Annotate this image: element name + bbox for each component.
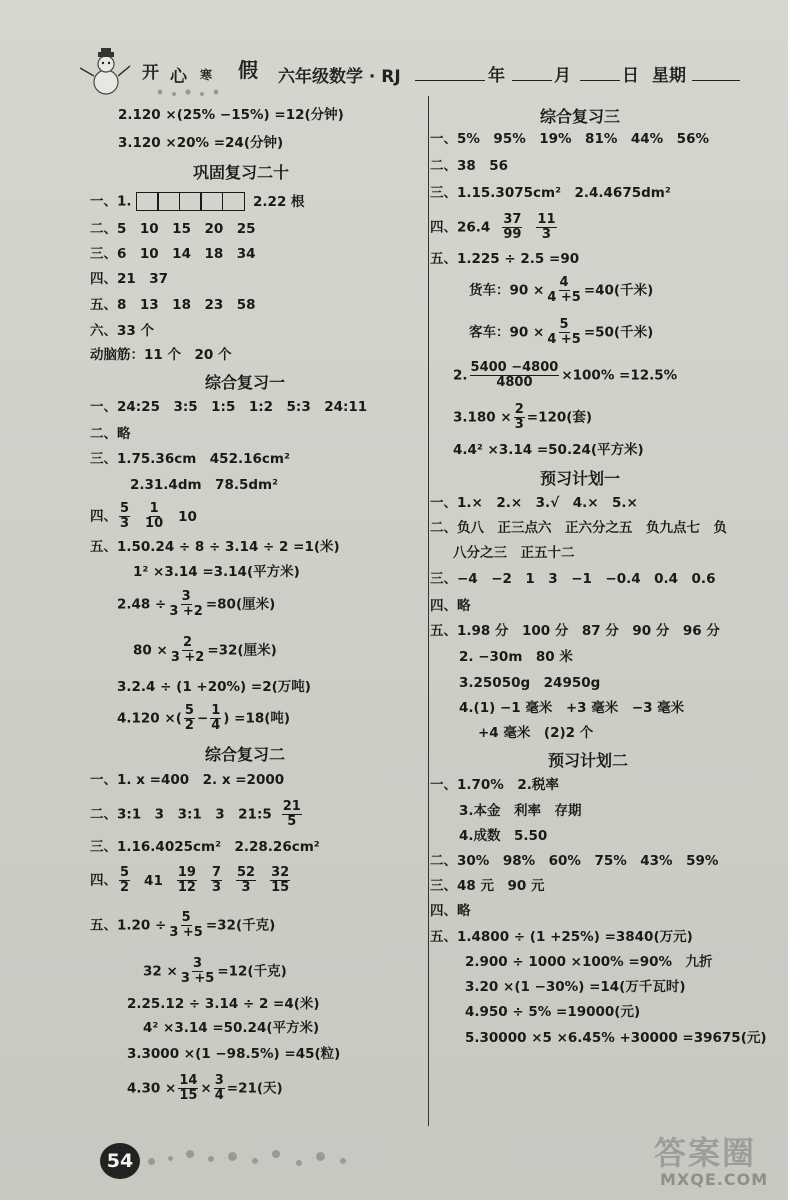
answer-line: 32 × $\frac{3}{3 +5}$ =12(千克) bbox=[143, 956, 287, 986]
decor-dot bbox=[228, 1152, 237, 1161]
answer-line: 4² ×3.14 =50.24(平方米) bbox=[143, 1020, 320, 1036]
section-title: 巩固复习二十 bbox=[193, 163, 290, 182]
answer-line: 2.25.12 ÷ 3.14 ÷ 2 =4(米) bbox=[127, 996, 320, 1012]
answer-line: 3.本金 利率 存期 bbox=[459, 803, 582, 819]
answer-line: 一、1.70% 2.税率 bbox=[430, 777, 559, 793]
answer-line: 八分之三 正五十二 bbox=[453, 545, 575, 561]
watermark-url: MXQE.COM bbox=[660, 1170, 769, 1189]
answer-line: 一、5% 95% 19% 81% 44% 56% bbox=[430, 131, 709, 147]
answer-line: 二、5 10 15 20 25 bbox=[90, 221, 256, 237]
answer-line: 五、8 13 18 23 58 bbox=[90, 297, 256, 313]
day-blank bbox=[580, 80, 620, 81]
watermark bbox=[654, 1128, 784, 1194]
answer-line: 四、26.4 $\frac{37}{99}$ $\frac{11}{3}$ bbox=[430, 212, 556, 242]
answer-line: 三、1.16.4025cm² 2.28.26cm² bbox=[90, 839, 320, 855]
answer-line: 五、1.50.24 ÷ 8 ÷ 3.14 ÷ 2 =1(米) bbox=[90, 539, 340, 555]
section-title: 预习计划一 bbox=[540, 469, 621, 488]
answer-line: 2.120 ×(25% −15%) =12(分钟) bbox=[118, 107, 344, 123]
section-title: 预习计划二 bbox=[548, 751, 629, 770]
logo-char-4: 假 bbox=[238, 58, 258, 82]
answer-line: 三、−4 −2 1 3 −1 −0.4 0.4 0.6 bbox=[430, 571, 716, 587]
answer-line: 3.20 ×(1 −30%) =14(万千瓦时) bbox=[465, 979, 686, 995]
answer-line: 四、 $\frac{5}{3}$ $\frac{1}{10}$ 10 bbox=[90, 501, 197, 531]
logo-char-2: 心 bbox=[170, 67, 187, 87]
decor-dot bbox=[186, 1150, 194, 1158]
answer-line: 三、1.15.3075cm² 2.4.4675dm² bbox=[430, 185, 671, 201]
answer-line: 4.成数 5.50 bbox=[459, 828, 548, 844]
answer-line: 2.48 ÷ $\frac{3}{3 +2}$ =80(厘米) bbox=[117, 589, 276, 619]
answer-line: 2.900 ÷ 1000 ×100% =90% 九折 bbox=[465, 954, 713, 970]
answer-line: 动脑筋：11 个 20 个 bbox=[90, 347, 232, 363]
answer-line: 五、1.98 分 100 分 87 分 90 分 96 分 bbox=[430, 623, 720, 639]
answer-line: 二、3:1 3 3:1 3 21:5 $\frac{21}{5}$ bbox=[90, 799, 301, 829]
answer-line: 4.120 ×( $\frac{5}{2}$ − $\frac{1}{4}$ ) =18(吨) bbox=[117, 703, 291, 733]
answer-line: 六、33 个 bbox=[90, 323, 154, 339]
year-label: 年 bbox=[488, 66, 505, 86]
logo-char-3: 寒 bbox=[200, 68, 213, 82]
answer-line: 4.4² ×3.14 =50.24(平方米) bbox=[453, 442, 644, 458]
answer-line: 80 × $\frac{2}{3 +2}$ =32(厘米) bbox=[133, 635, 277, 665]
answer-line: 客车：90 × $\frac{5}{4 +5}$ =50(千米) bbox=[469, 317, 654, 347]
answer-line: 2. $\frac{5400 -4800}{4800}$ ×100% =12.5% bbox=[453, 360, 678, 390]
answer-line: 3.2.4 ÷ (1 +20%) =2(万吨) bbox=[117, 679, 311, 695]
answer-line: 4.30 × $\frac{14}{15}$ × $\frac{3}{4}$ =21(天) bbox=[127, 1073, 283, 1103]
decor-dot bbox=[252, 1158, 258, 1164]
column-divider bbox=[428, 96, 429, 1126]
answer-line: 二、负八 正三点六 正六分之五 负九点七 负 bbox=[430, 520, 727, 536]
answer-line: 2. −30m 80 米 bbox=[459, 649, 573, 665]
answer-line: 4.950 ÷ 5% =19000(元) bbox=[465, 1004, 641, 1020]
answer-line: 五、1.20 ÷ $\frac{5}{3 +5}$ =32(千克) bbox=[90, 910, 276, 940]
answer-line: 四、 $\frac{5}{2}$ 41 $\frac{19}{12}$ $\frac{7}{3}$ $\frac{52}{3}$ $\frac{32}{15}$ bbox=[90, 865, 290, 895]
decor-dot bbox=[148, 1158, 155, 1165]
answer-line: 三、1.75.36cm 452.16cm² bbox=[90, 451, 290, 467]
page-header bbox=[70, 48, 770, 98]
answer-line: 五、1.4800 ÷ (1 +25%) =3840(万元) bbox=[430, 929, 693, 945]
day-label: 日 bbox=[622, 66, 639, 86]
answer-line: 4.(1) −1 毫米 +3 毫米 −3 毫米 bbox=[459, 700, 685, 716]
page-number: 54 bbox=[100, 1143, 140, 1179]
answer-line: 一、1. x =400 2. x =2000 bbox=[90, 772, 285, 788]
answer-line: 二、38 56 bbox=[430, 158, 509, 174]
answer-line: 四、略 bbox=[430, 903, 471, 919]
answer-line: 一、1. 2.22 根 bbox=[90, 193, 305, 210]
header-subject-title: 六年级数学 · RJ bbox=[278, 67, 401, 87]
decor-dot bbox=[272, 1150, 280, 1158]
answer-line: 二、略 bbox=[90, 426, 131, 442]
weekday-blank bbox=[692, 80, 740, 81]
answer-line: 三、6 10 14 18 34 bbox=[90, 246, 256, 262]
decor-dot bbox=[296, 1160, 302, 1166]
answer-line: 一、1.× 2.× 3.√ 4.× 5.× bbox=[430, 495, 638, 511]
answer-line: 四、21 37 bbox=[90, 271, 169, 287]
month-label: 月 bbox=[554, 66, 571, 86]
answer-line: 五、1.225 ÷ 2.5 =90 bbox=[430, 251, 580, 267]
answer-line: 3.3000 ×(1 −98.5%) =45(粒) bbox=[127, 1046, 341, 1062]
winter-holiday-logo bbox=[70, 48, 270, 98]
answer-line: 5.30000 ×5 ×6.45% +30000 =39675(元) bbox=[465, 1030, 767, 1046]
section-title: 综合复习二 bbox=[205, 745, 286, 764]
section-title: 综合复习三 bbox=[540, 107, 621, 126]
year-blank bbox=[415, 80, 485, 81]
answer-line: 货车：90 × $\frac{4}{4 +5}$ =40(千米) bbox=[469, 275, 654, 305]
decor-dot bbox=[316, 1152, 325, 1161]
answer-line: 2.31.4dm 78.5dm² bbox=[130, 477, 279, 493]
decor-dot bbox=[168, 1156, 173, 1161]
answer-line: 1² ×3.14 =3.14(平方米) bbox=[133, 564, 300, 580]
watermark-logo: 答案圈 bbox=[654, 1134, 757, 1172]
answer-line: 四、略 bbox=[430, 598, 471, 614]
section-title: 综合复习一 bbox=[205, 373, 286, 392]
logo-char-1: 开 bbox=[142, 63, 159, 83]
answer-line: 3.120 ×20% =24(分钟) bbox=[118, 135, 284, 151]
answer-line: 二、30% 98% 60% 75% 43% 59% bbox=[430, 853, 719, 869]
weekday-label: 星期 bbox=[652, 66, 686, 86]
answer-line: 一、24:25 3:5 1:5 1:2 5:3 24:11 bbox=[90, 399, 368, 415]
answer-line: 3.25050g 24950g bbox=[459, 675, 601, 691]
decor-dot bbox=[208, 1156, 214, 1162]
answer-line: 3.180 × $\frac{2}{3}$ =120(套) bbox=[453, 402, 593, 432]
decor-dot bbox=[340, 1158, 346, 1164]
answer-line: +4 毫米 (2)2 个 bbox=[478, 725, 594, 741]
answer-line: 三、48 元 90 元 bbox=[430, 878, 545, 894]
month-blank bbox=[512, 80, 552, 81]
